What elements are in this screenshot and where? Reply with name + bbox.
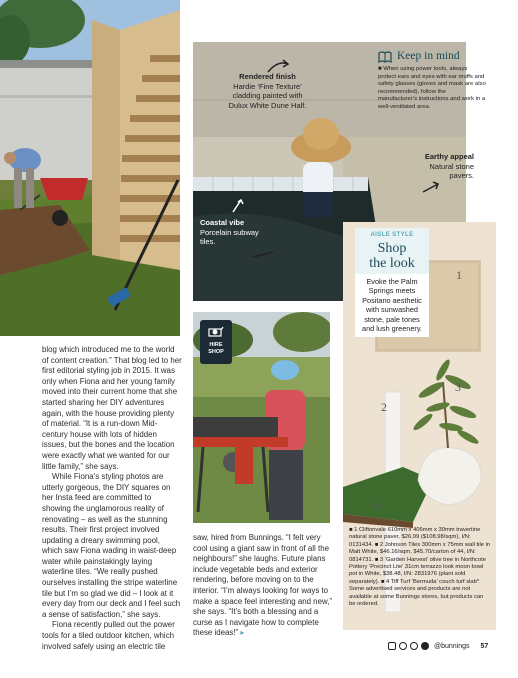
article-paragraph: Fiona recently pulled out the power tools for a tiled outdoor kitchen, which involved safely using an electric tile [42,620,175,651]
hire-badge-line2: SHOP [208,348,224,355]
caption-title: Rendered finish [239,72,296,81]
tiktok-icon[interactable] [410,642,418,650]
footer-social [388,642,488,650]
keep-in-mind-header [378,50,486,62]
keep-in-mind-text: ■ When using power tools, always protect ears and eyes with ear muffs and safety glasses (gloves and mask are also recommended), follow the manufacturer’s instructions and work in a well-ventilated area. [378,66,486,110]
product-number-3: 3 [455,380,461,394]
caption-text: Natural stone pavers. [429,161,474,180]
hire-badge-line1: HIRE [209,342,223,348]
shop-the-look-header [355,228,429,277]
caption-rendered-finish [225,72,310,110]
aisle-title-line1: Shop [377,241,407,256]
product-number-2: 2 [381,400,387,414]
caption-title: Coastal vibe [200,218,245,227]
aisle-title-line2: the look [369,256,415,271]
article-paragraph: blog which introduced me to the world of content creation.” That blog led to her first editorial styling job in 2015. It was only when Fiona and her young family moved into their current home that she started sharing her DIY adventures again, with the house providing plenty of material. “It is a run-down Mid-century house with lots of hidden issues, but the bones and the location were exactly what we wanted for our little family,” she says. [42,345,182,471]
article-paragraph: While Fiona’s styling photos are utterly gorgeous, the DIY squares on her Insta feed are committed to showing the unglamorous reality of renovating – as well as the stunning results. Their first project involved updating a dreary swimming pool, which saw Fiona wading in waist-deep water while painstakingly laying waterline tiles. “We really pushed ourselves installing the stripe waterline tile but I’m so glad we did – I look at it every day from our deck and I feel such a sense of satisfaction,” she says. [42,472,181,619]
hire-shop-badge [200,320,232,364]
caption-coastal-vibe [200,218,270,247]
article-column-1 [42,345,182,652]
article-paragraph [193,533,335,639]
keep-in-mind-title: Keep in mind [397,50,460,62]
caption-title: Earthy appeal [424,152,474,161]
aisle-intro: Evoke the Palm Springs meets Positano aesthetic with sunwashed stone, pale tones and lush greenery. [362,277,422,334]
product-list [349,527,491,608]
aisle-intro-box [355,274,429,337]
page-number: 57 [480,642,489,650]
keep-in-mind-box [378,50,486,112]
caption-earthy-appeal [404,152,474,181]
aisle-style-panel [343,222,496,630]
photo-backyard-stairs [0,0,180,336]
saw-blade-icon [208,324,224,340]
caption-text: Hardie ‘Fine Texture’ cladding painted with Dulux White Dune Half. [228,81,307,110]
article-end-mark: ▸ [240,628,245,638]
product-number-4: 4 [374,498,380,512]
footer-handle[interactable]: @bunnings [434,642,470,650]
facebook-icon[interactable] [421,642,429,650]
product-details: ■ 1 Cliftonvale 610mm x 406mm x 30mm travertine natural stone paver, $26.99 ($108.98/sqm), I/N: 0131434. ■ 2 Johnson Tiles 300mm x 75mm wall tile in Matt White, $46.16/sqm, $45.70/carton of 44, I/N: 0814731. ■ 3 ‘Garden Harvest’ olive tree in Northcote Pottery ‘Precinct Lite’ 31cm terrazzo look moon bowl pot in White, $38.48, I/N: 2831976 (plant sold separately). ■ 4 Tiff Turf ‘Bermuda’ couch turf slab*. Some advertised services and products are not available at some Bunnings stores, but products can be ordered. [349,527,491,608]
article-text: saw, hired from Bunnings. “I felt very cool using a giant saw in front of all the neighbours!” she laughs. Future plans include vegetable beds and exterior rendering, before moving on to the interior. “I’m always looking for ways to make a space feel interesting and new,” she says. “It’s both a blessing and a curse as I navigate how to complete these ideas!” [193,533,333,638]
book-icon [378,50,392,62]
aisle-kicker: AISLE STYLE [370,232,414,238]
instagram-icon[interactable] [388,642,396,650]
pinterest-icon[interactable] [399,642,407,650]
backyard-illustration [0,0,180,336]
product-number-1: 1 [456,268,462,282]
caption-text: Porcelain subway tiles. [200,227,259,246]
article-column-2 [193,533,335,639]
